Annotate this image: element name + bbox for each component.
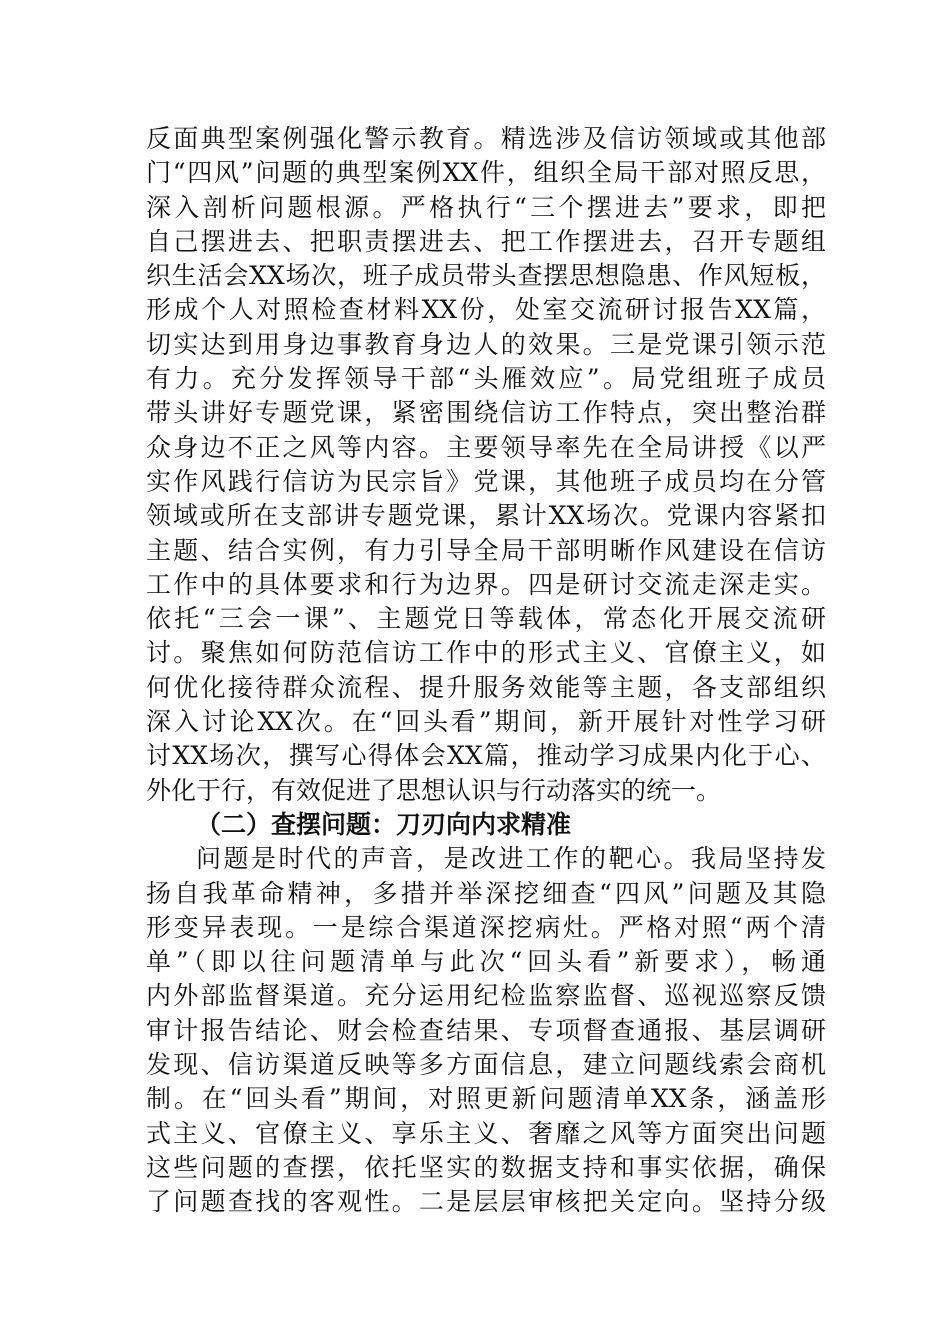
text-line: 了问题查找的客观性。二是层层审核把关定向。坚持分级 [146, 1187, 826, 1217]
text-line: 切实达到用身边事教育身边人的效果。三是党课引领示范 [146, 329, 826, 359]
text-line: 讨。聚焦如何防范信访工作中的形式主义、官僚主义，如 [146, 638, 826, 668]
text-line: 反面典型案例强化警示教育。精选涉及信访领域或其他部 [146, 124, 826, 153]
text-line: 扬自我革命精神，多措并举深挖细查“四风”问题及其隐 [146, 878, 826, 908]
text-line: 发现、信访渠道反映等多方面信息，建立问题线索会商机 [146, 1050, 826, 1080]
text-line: 这些问题的查摆，依托坚实的数据支持和事实依据，确保 [146, 1152, 826, 1182]
text-line: 实作风践行信访为民宗旨》党课，其他班子成员均在分管 [146, 466, 826, 496]
text-line: 问题是时代的声音，是改进工作的靶心。我局坚持发 [196, 844, 826, 874]
text-line: 外化于行，有效促进了思想认识与行动落实的统一。 [146, 775, 722, 805]
text-line: 形变异表现。一是综合渠道深挖病灶。严格对照“两个清 [146, 912, 826, 942]
text-line: 深入讨论XX次。在“回头看”期间，新开展针对性学习研 [146, 707, 826, 737]
text-line: 式主义、官僚主义、享乐主义、奢靡之风等方面突出问题 [146, 1118, 826, 1148]
text-line: 织生活会XX场次，班子成员带头查摆思想隐患、作风短板， [146, 261, 826, 291]
text-line: 依托“三会一课”、主题党日等载体，常态化开展交流研 [146, 604, 826, 634]
text-line: 主题、结合实例，有力引导全局干部明晰作风建设在信访 [146, 535, 826, 565]
text-line: 带头讲好专题党课，紧密围绕信访工作特点，突出整治群 [146, 398, 826, 428]
text-line: 有力。充分发挥领导干部“头雁效应”。局党组班子成员 [146, 364, 826, 394]
text-line: 众身边不正之风等内容。主要领导率先在全局讲授《以严 [146, 432, 826, 462]
text-line: 形成个人对照检查材料XX份，处室交流研讨报告XX篇， [146, 295, 826, 325]
text-line: 门“四风”问题的典型案例XX件，组织全局干部对照反思， [146, 158, 826, 188]
document-body [146, 122, 826, 1220]
text-line: 自己摆进去、把职责摆进去、把工作摆进去，召开专题组 [146, 226, 826, 256]
text-line: 讨XX场次，撰写心得体会XX篇，推动学习成果内化于心、 [146, 741, 826, 771]
text-line: 领域或所在支部讲专题党课，累计XX场次。党课内容紧扣 [146, 501, 826, 531]
text-line: 单”（即以往问题清单与此次“回头看”新要求），畅通 [146, 947, 826, 977]
text-line: 内外部监督渠道。充分运用纪检监察监督、巡视巡察反馈 [146, 981, 826, 1011]
text-line: 审计报告结论、财会检查结果、专项督查通报、基层调研 [146, 1015, 826, 1045]
text-line: 工作中的具体要求和行为边界。四是研讨交流走深走实。 [146, 569, 826, 599]
text-line: 制。在“回头看”期间，对照更新问题清单XX条，涵盖形 [146, 1084, 826, 1114]
section-heading: （二）查摆问题：刀刃向内求精准 [196, 809, 572, 839]
text-line: 何优化接待群众流程、提升服务效能等主题，各支部组织 [146, 672, 826, 702]
text-line: 深入剖析问题根源。严格执行“三个摆进去”要求，即把 [146, 192, 826, 222]
